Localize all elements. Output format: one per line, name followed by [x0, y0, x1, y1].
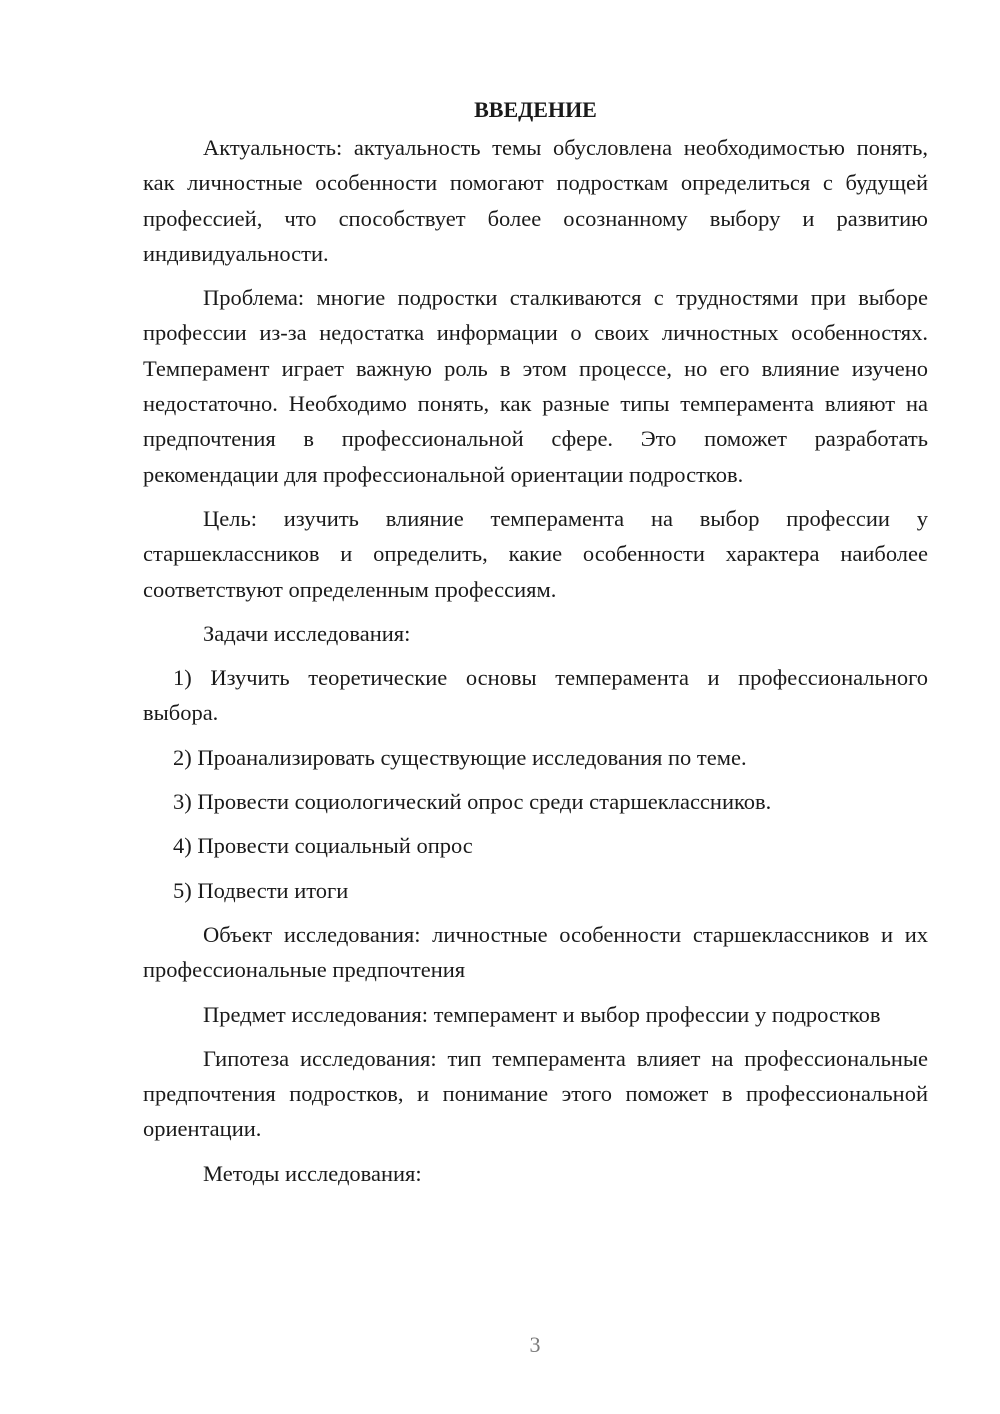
task-item-2: 2) Проанализировать существующие исследования по теме. — [173, 744, 747, 770]
page-number: 3 — [529, 1332, 541, 1357]
goal-paragraph: Цель: изучить влияние темперамента на выбор профессии у старшеклассников и определить, какие особенности характера наиболее соответствуют определенным профессиям. — [143, 505, 928, 602]
task-item-4: 4) Провести социальный опрос — [173, 833, 473, 859]
hypothesis-paragraph: Гипотеза исследования: тип темперамента влияет на профессиональные предпочтения подростков, и понимание этого поможет в профессиональной ориентации. — [143, 1045, 928, 1142]
task-item-5: 5) Подвести итоги — [173, 877, 349, 903]
methods-title: Методы исследования: — [203, 1160, 422, 1186]
task-item-3: 3) Провести социологический опрос среди старшеклассников. — [173, 789, 772, 815]
section-heading: ВВЕДЕНИЕ — [474, 97, 597, 122]
document-page — [143, 92, 928, 1200]
problem-paragraph: Проблема: многие подростки сталкиваются с трудностями при выборе профессии из-за недостатка информации о своих личностных особенностях. Темперамент играет важную роль в этом процессе, но его влияние изучено недостаточно. Необходимо понять, как разные типы темперамента влияют на предпочтения в профессиональной сфере. Это поможет разработать рекомендации для профессиональной ориентации подростков. — [143, 285, 928, 487]
tasks-title: Задачи исследования: — [203, 620, 411, 646]
subject-paragraph: Предмет исследования: темперамент и выбор профессии у подростков — [203, 1001, 881, 1027]
object-paragraph: Объект исследования: личностные особенности старшеклассников и их профессиональные предпочтения — [143, 921, 928, 983]
task-item-1: 1) Изучить теоретические основы темперамента и профессионального выбора. — [143, 665, 928, 726]
relevance-paragraph: Актуальность: актуальность темы обусловлена необходимостью понять, как личностные особенности помогают подросткам определиться с будущей профессией, что способствует более осознанному выбору и развитию индивидуальности. — [143, 135, 928, 266]
